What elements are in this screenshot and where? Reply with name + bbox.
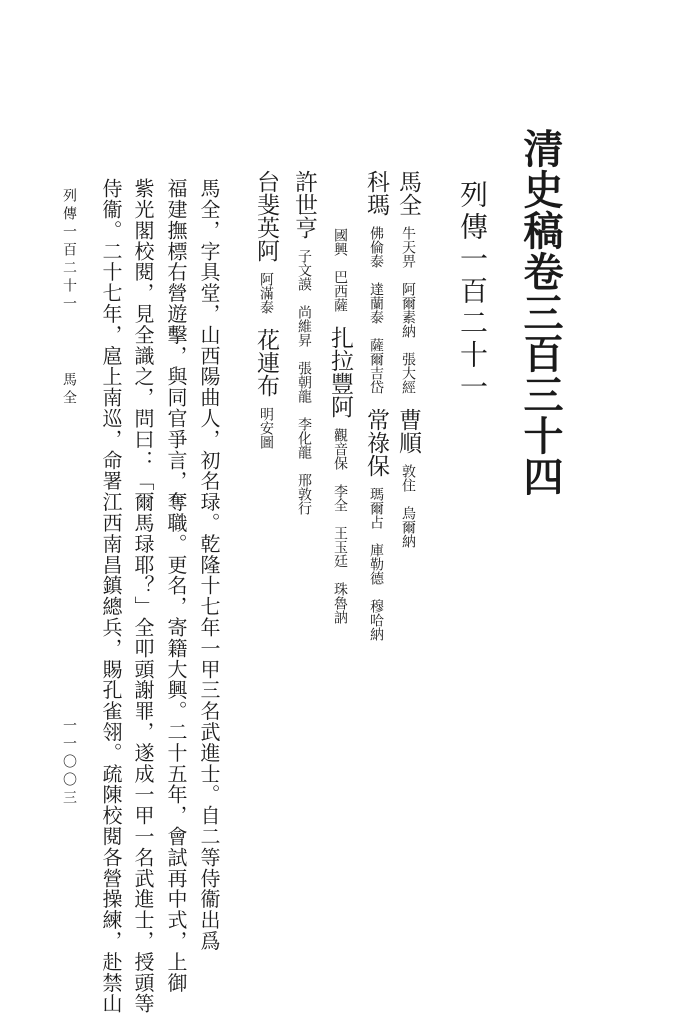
index-sub-name: 張朝龍 [296, 361, 312, 403]
index-sub-name: 烏爾納 [400, 506, 416, 548]
page-number: 一一〇〇三 [61, 718, 77, 808]
index-sub-name: 子文謨 [296, 249, 312, 291]
index-main-name: 科瑪 [363, 170, 389, 216]
index-sub-name: 薩爾吉岱 [368, 338, 384, 394]
index-sub-name: 國興 [332, 228, 348, 256]
index-sub-name: 王玉廷 [332, 526, 348, 568]
index-sub-name: 李全 [332, 484, 348, 512]
page-header-subject: 馬全 [61, 372, 77, 408]
index-column [250, 170, 283, 463]
index-sub-name: 觀音保 [332, 428, 348, 470]
index-sub-name: 牛天畀 [400, 226, 416, 268]
body-line: 福建撫標右營遊擊，與同官爭言，奪職。更名，寄籍大興。二十五年，會試再中式，上御 [164, 178, 188, 994]
index-sub-name: 阿滿泰 [258, 272, 274, 314]
index-main-name: 馬全 [395, 170, 421, 216]
index-sub-name: 佛倫泰 [368, 226, 384, 268]
index-main-name: 曹順 [395, 408, 421, 454]
index-main-name: 扎拉豐阿 [327, 326, 353, 418]
index-column [288, 170, 321, 529]
index-sub-name: 明安圖 [258, 407, 274, 449]
index-main-name: 常祿保 [363, 408, 389, 477]
index-sub-name: 達蘭泰 [368, 282, 384, 324]
index-main-name: 許世亨 [291, 170, 317, 239]
index-sub-name: 尚維昇 [296, 305, 312, 347]
index-sub-name: 巴西薩 [332, 270, 348, 312]
index-sub-name: 阿爾素納 [400, 282, 416, 338]
index-sub-name: 穆哈納 [368, 599, 384, 641]
index-sub-name: 邢敦行 [296, 473, 312, 515]
index-sub-name: 敦住 [400, 464, 416, 492]
page-header-section: 列傳一百二十一 [61, 188, 77, 314]
body-line: 紫光閣校閱，見全識之，問曰：「爾馬琭耶？」全叩頭謝罪，遂成一甲一名武進士，授頭等 [131, 178, 155, 1014]
index-main-name: 台斐英阿 [253, 170, 279, 262]
index-sub-name: 珠魯訥 [332, 582, 348, 624]
index-sub-name: 庫勒德 [368, 543, 384, 585]
index-column [324, 228, 357, 638]
body-line: 侍衞。二十七年，扈上南巡，命署江西南昌鎮總兵，賜孔雀翎。疏陳校閱各營操練，赴禁山 [99, 178, 123, 1014]
book-title: 清史稿卷三百三十四 [517, 128, 564, 497]
index-sub-name: 張大經 [400, 352, 416, 394]
chapter-heading: 列傳一百二十一 [456, 180, 489, 404]
body-line: 馬全，字具堂，山西陽曲人，初名琭。乾隆十七年一甲三名武進士。自二等侍衞出爲 [197, 178, 221, 952]
index-column [360, 170, 393, 655]
index-sub-name: 瑪爾占 [368, 487, 384, 529]
index-column [392, 170, 425, 562]
index-sub-name: 李化龍 [296, 417, 312, 459]
index-main-name: 花連布 [253, 328, 279, 397]
